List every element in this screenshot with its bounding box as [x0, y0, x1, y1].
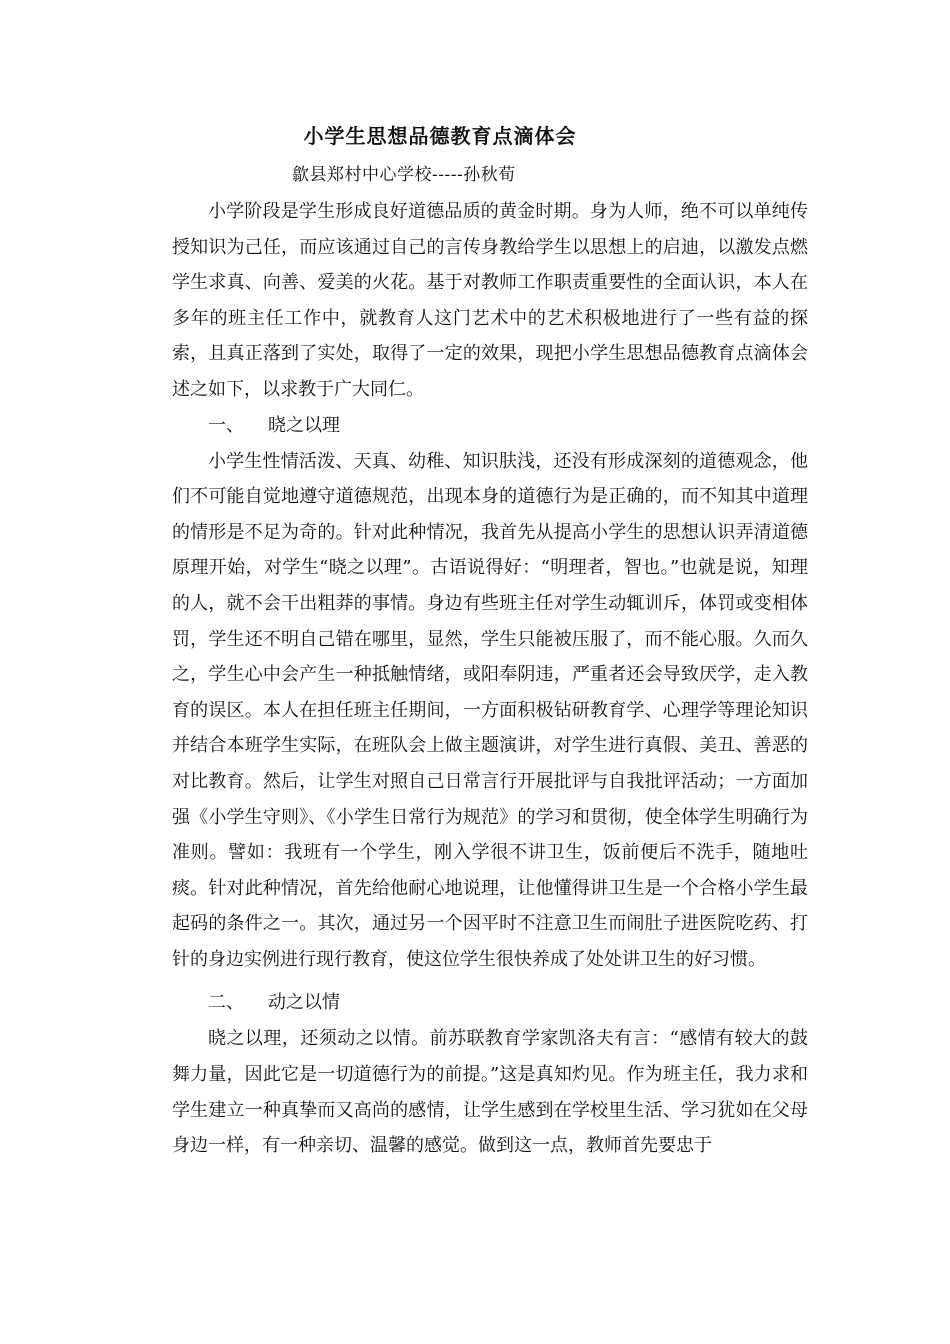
section-1-heading — [172, 408, 808, 444]
section-2-title: 动之以情 — [268, 992, 340, 1014]
document-title: 小学生思想品德教育点滴体会 — [303, 124, 577, 148]
section-2-number: 二、 — [208, 992, 244, 1014]
section-2-heading — [172, 985, 808, 1021]
section-2-paragraph: 晓之以理，还须动之以情。前苏联教育学家凯洛夫有言：“感情有较大的鼓舞力量，因此它是一切道德行为的前提。”这是真知灼见。作为班主任，我力求和学生建立一种真挚而又高尚的感情，让学生感到在学校里生活、学习犹如在父母身边一样，有一种亲切、温馨的感觉。做到这一点，教师首先要忠于 — [172, 1028, 808, 1157]
section-spacer — [172, 977, 808, 985]
intro-paragraph: 小学阶段是学生形成良好道德品质的黄金时期。身为人师，绝不可以单纯传授知识为己任，而应该通过自己的言传身教给学生以思想上的启迪，以激发点燃学生求真、向善、爱美的火花。基于对教师工作职责重要性的全面认识，本人在多年的班主任工作中，就教育人这门艺术中的艺术积极地进行了一些有益的探索，且真正落到了实处，取得了一定的效果，现把小学生思想品德教育点滴体会述之如下，以求教于广大同仁。 — [172, 201, 808, 400]
document-author: 歙县郑村中心学校-----孙秋荀 — [292, 165, 516, 185]
section-1-number: 一、 — [208, 414, 244, 436]
section-1-title: 晓之以理 — [268, 414, 340, 436]
section-1-paragraph: 小学生性情活泼、天真、幼稚、知识肤浅，还没有形成深刻的道德观念，他们不可能自觉地遵守道德规范，出现本身的道德行为是正确的，而不知其中道理的情形是不足为奇的。针对此种情况，我首先从提高小学生的思想认识弄清道德原理开始，对学生“晓之以理”。古语说得好：“明理者，智也。”也就是说，知理的人，就不会干出粗莽的事情。身边有些班主任对学生动辄训斥，体罚或变相体罚，学生还不明自己错在哪里，显然，学生只能被压服了，而不能心服。久而久之，学生心中会产生一种抵触情绪，或阳奉阴违，严重者还会导致厌学，走入教育的误区。本人在担任班主任期间，一方面积极钻研教育学、心理学等理论知识并结合本班学生实际，在班队会上做主题演讲，对学生进行真假、美丑、善恶的对比教育。然后，让学生对照自己日常言行开展批评与自我批评活动；一方面加强《小学生守则》、《小学生日常行为规范》的学习和贯彻，使全体学生明确行为准则。譬如：我班有一个学生，刚入学很不讲卫生，饭前便后不洗手，随地吐痰。针对此种情况，首先给他耐心地说理，让他懂得讲卫生是一个合格小学生最起码的条件之一。其次，通过另一个因平时不注意卫生而闹肚子进医院吃药、打针的身边实例进行现行教育，使这位学生很快养成了处处讲卫生的好习惯。 — [172, 450, 808, 970]
document-body — [172, 194, 808, 1164]
